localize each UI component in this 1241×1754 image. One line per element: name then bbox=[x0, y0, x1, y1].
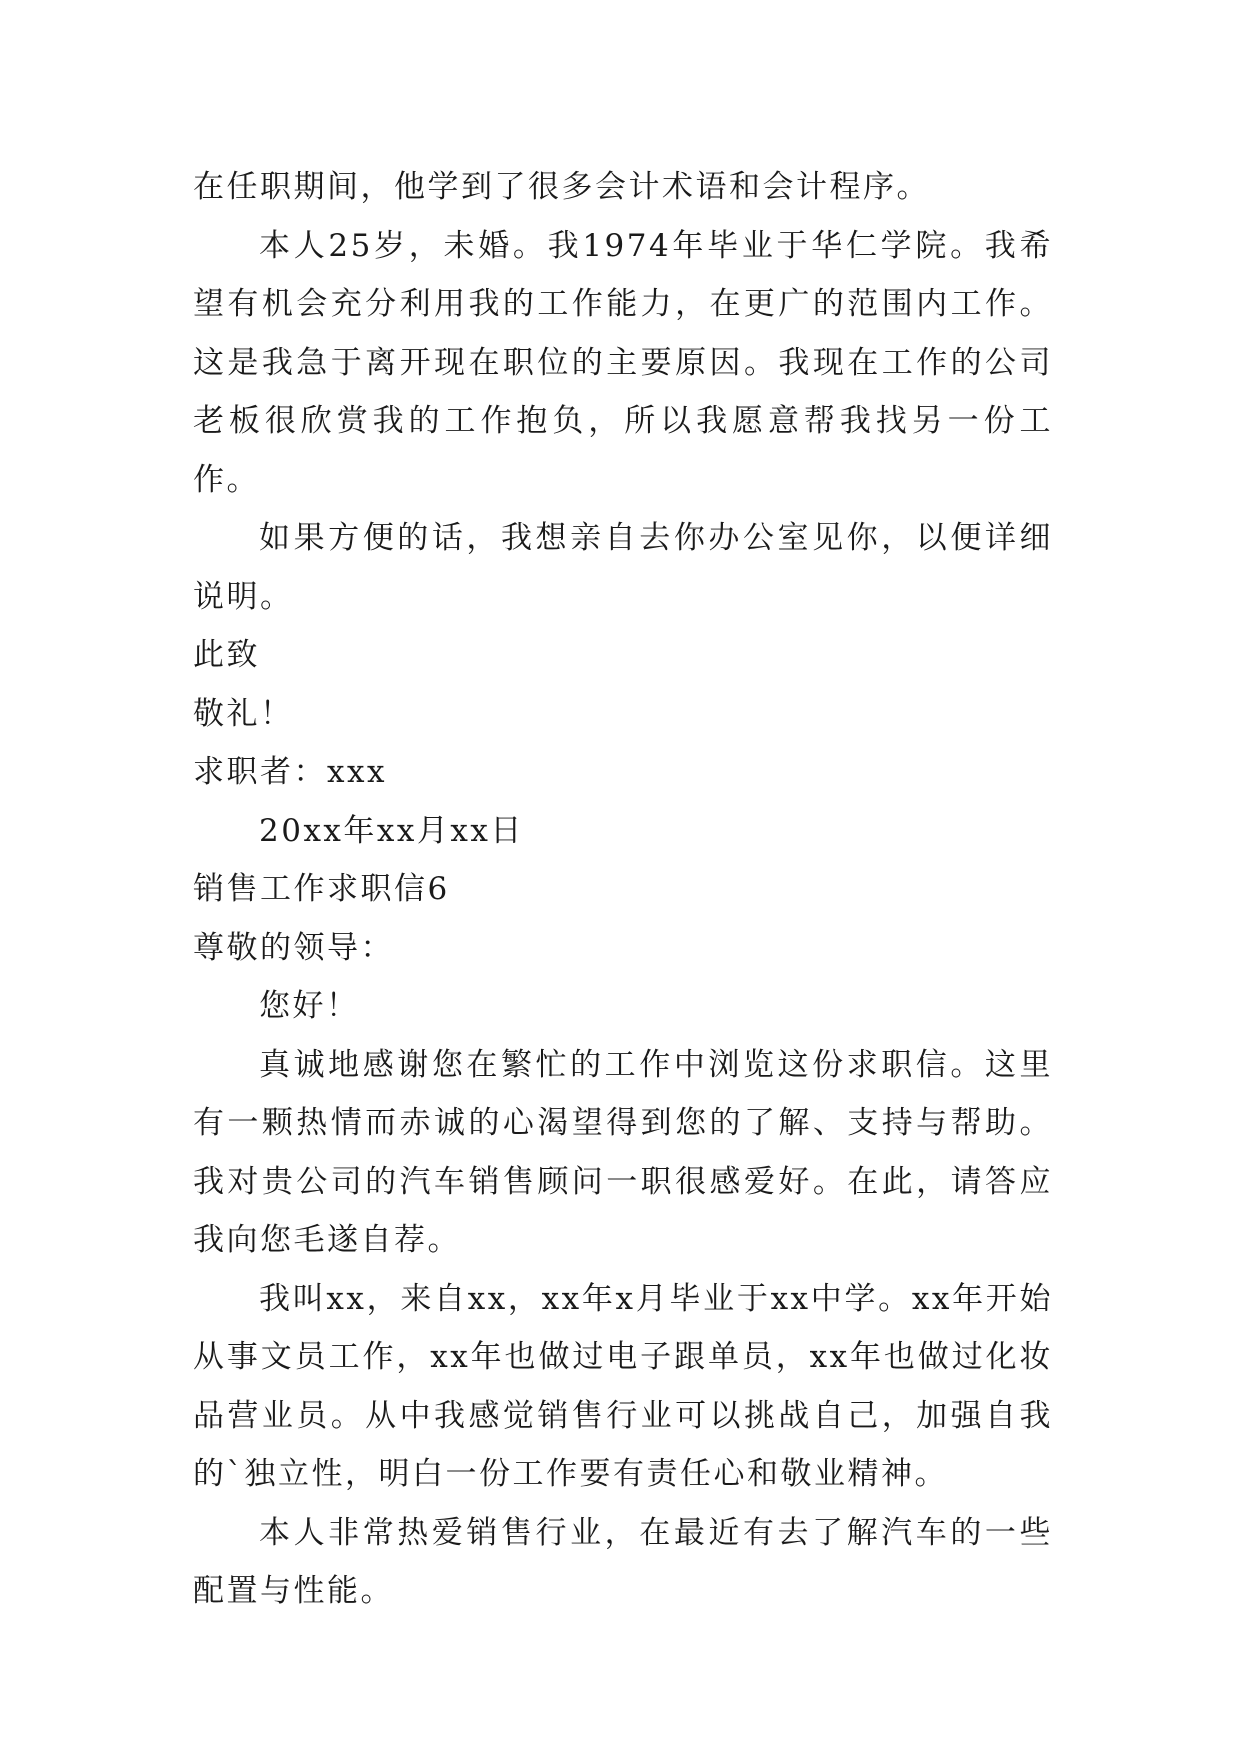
paragraph-thanks: 真诚地感谢您在繁忙的工作中浏览这份求职信。这里有一颗热情而赤诚的心渴望得到您的了解、支持与帮助。我对贵公司的汽车销售顾问一职很感爱好。在此，请答应我向您毛遂自荐。 bbox=[193, 1046, 1053, 1258]
paragraph-continuation: 在任职期间，他学到了很多会计术语和会计程序。 bbox=[193, 169, 930, 205]
paragraph-background: 我叫xx，来自xx，xx年x月毕业于xx中学。xx年开始从事文员工作，xx年也做过电子跟单员，xx年也做过化妆品营业员。从中我感觉销售行业可以挑战自己，加强自我的`独立性，明白一份工作要有责任心和敬业精神。 bbox=[193, 1280, 1053, 1492]
signature: 求职者：xxx bbox=[193, 754, 387, 790]
paragraph-personal-info: 本人25岁，未婚。我1974年毕业于华仁学院。我希望有机会充分利用我的工作能力，在更广的范围内工作。这是我急于离开现在职位的主要原因。我现在工作的公司老板很欣赏我的工作抱负，所以我愿意帮我找另一份工作。 bbox=[193, 227, 1053, 498]
closing-line-2: 敬礼！ bbox=[193, 695, 294, 732]
document-body bbox=[193, 158, 1053, 1621]
date-line: 20xx年xx月xx日 bbox=[259, 812, 524, 849]
closing-line-1: 此致 bbox=[193, 637, 260, 673]
paragraph-passion: 本人非常热爱销售行业，在最近有去了解汽车的一些配置与性能。 bbox=[193, 1514, 1053, 1609]
section-title: 销售工作求职信6 bbox=[193, 871, 450, 907]
paragraph-interview-request: 如果方便的话，我想亲自去你办公室见你，以便详细说明。 bbox=[193, 520, 1053, 615]
greeting: 您好！ bbox=[259, 988, 360, 1024]
salutation: 尊敬的领导： bbox=[193, 929, 394, 966]
